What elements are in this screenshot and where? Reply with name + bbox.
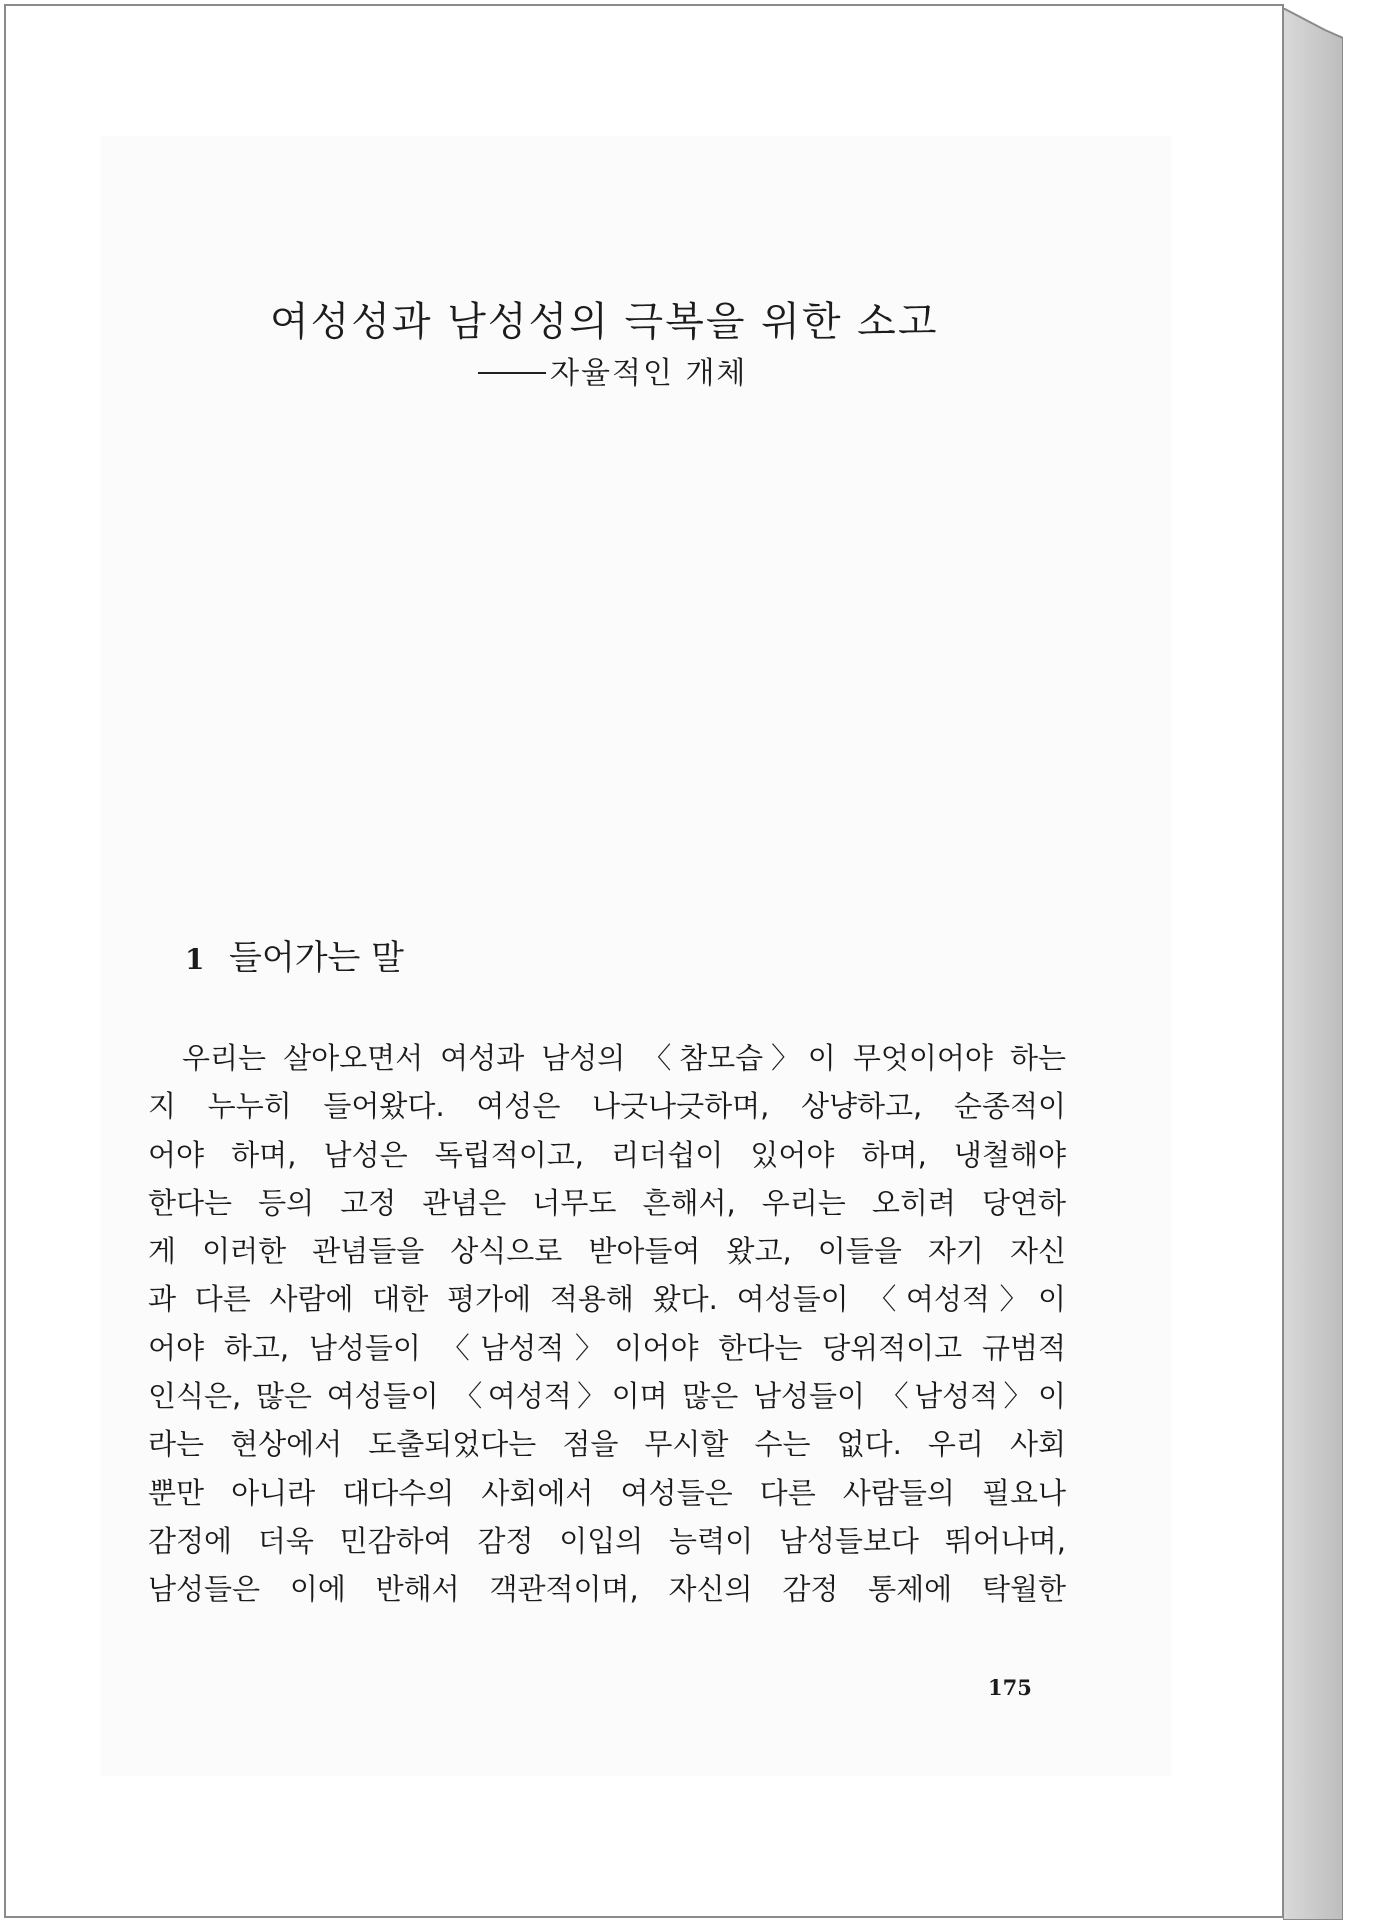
- body-line: 어야 하며, 남성은 독립적이고, 리더쉽이 있어야 하며, 냉철해야: [148, 1137, 1066, 1172]
- section-number: 1: [185, 943, 205, 976]
- body-line: 게 이러한 관념들을 상식으로 받아들여 왔고, 이들을 자기 자신: [148, 1234, 1066, 1269]
- body-text: [148, 1036, 1066, 1616]
- section-heading: [185, 930, 404, 979]
- body-line: 감정에 더욱 민감하여 감정 이입의 능력이 남성들보다 뛰어나며,: [148, 1523, 1066, 1558]
- chapter-title: 여성성과 남성성의 극복을 위한 소고: [270, 299, 939, 345]
- body-line: 인식은, 많은 여성들이 〈여성적〉이며 많은 남성들이 〈남성적〉이: [148, 1379, 1066, 1414]
- body-line: 우리는 살아오면서 여성과 남성의 〈참모습〉이 무엇이어야 하는: [182, 1041, 1066, 1075]
- body-line: 과 다른 사람에 대한 평가에 적용해 왔다. 여성들이 〈여성적〉이: [148, 1282, 1066, 1317]
- body-line: 뿐만 아니라 대다수의 사회에서 여성들은 다른 사람들의 필요나: [148, 1475, 1066, 1510]
- page-number: 175: [988, 1675, 1032, 1700]
- section-title: 들어가는 말: [229, 938, 405, 978]
- body-line: 라는 현상에서 도출되었다는 점을 무시할 수는 없다. 우리 사회: [148, 1427, 1066, 1462]
- body-line: 남성들은 이에 반해서 객관적이며, 자신의 감정 통제에 탁월한: [148, 1572, 1066, 1607]
- chapter-subtitle-text: 자율적인 개체: [550, 356, 748, 391]
- body-line: 지 누누히 들어왔다. 여성은 나긋나긋하며, 상냥하고, 순종적이: [148, 1089, 1066, 1124]
- chapter-subtitle: [478, 348, 747, 392]
- body-line: 어야 하고, 남성들이 〈남성적〉이어야 한다는 당위적이고 규범적: [148, 1330, 1066, 1365]
- book-page-edge: [1283, 8, 1343, 1920]
- body-line: 한다는 등의 고정 관념은 너무도 흔해서, 우리는 오히려 당연하: [148, 1185, 1066, 1220]
- em-dash-rule: [478, 372, 546, 374]
